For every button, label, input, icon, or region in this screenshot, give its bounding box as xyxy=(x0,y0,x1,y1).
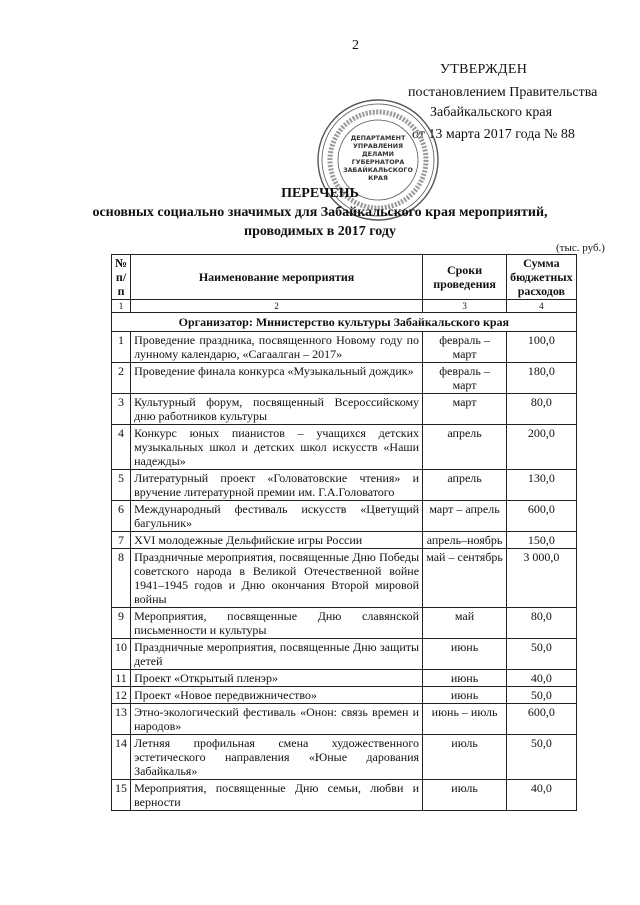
approval-line-2: Забайкальского края xyxy=(430,105,553,120)
events-table xyxy=(111,254,577,811)
event-name: Праздничные мероприятия, посвященные Дню Победы советского народа в Великой Отечественной войне 1941–1945 годов и Дню окончания Второй мировой войны xyxy=(131,549,423,608)
table-row xyxy=(112,501,577,532)
event-name: Летняя профильная смена художественного эстетического направления «Юные дарования Забайкалья» xyxy=(131,735,423,780)
event-sum: 50,0 xyxy=(507,639,577,670)
event-sum: 50,0 xyxy=(507,687,577,704)
section-row xyxy=(112,313,577,332)
table-row xyxy=(112,670,577,687)
index-cell: 2 xyxy=(131,300,423,313)
event-period: июнь – июль xyxy=(423,704,507,735)
table-row xyxy=(112,608,577,639)
event-name: Этно-экологический фестиваль «Онон: связь времен и народов» xyxy=(131,704,423,735)
event-period: май – сентябрь xyxy=(423,549,507,608)
header-sum: Сумма бюджетных расходов xyxy=(507,255,577,300)
event-name: XVI молодежные Дельфийские игры России xyxy=(131,532,423,549)
table-row xyxy=(112,687,577,704)
event-period: июнь xyxy=(423,639,507,670)
approval-line-3: от 13 марта 2017 года № 88 xyxy=(412,127,575,142)
event-period: июль xyxy=(423,780,507,811)
section-title: Организатор: Министерство культуры Забайкальского края xyxy=(112,313,577,332)
event-sum: 200,0 xyxy=(507,425,577,470)
index-cell: 3 xyxy=(423,300,507,313)
table-row xyxy=(112,425,577,470)
row-number: 5 xyxy=(112,470,131,501)
event-name: Проект «Открытый пленэр» xyxy=(131,670,423,687)
event-period: июнь xyxy=(423,670,507,687)
row-number: 12 xyxy=(112,687,131,704)
event-period: февраль – март xyxy=(423,332,507,363)
event-name: Литературный проект «Головатовские чтения» и вручение литературной премии им. Г.А.Головатого xyxy=(131,470,423,501)
table-header-row xyxy=(112,255,577,300)
table-row xyxy=(112,532,577,549)
event-period: июль xyxy=(423,735,507,780)
event-sum: 40,0 xyxy=(507,780,577,811)
row-number: 7 xyxy=(112,532,131,549)
approved-label: УТВЕРЖДЕН xyxy=(440,62,528,77)
event-name: Проведение праздника, посвященного Новому году по лунному календарю, «Сагаалган – 2017» xyxy=(131,332,423,363)
event-sum: 600,0 xyxy=(507,501,577,532)
row-number: 10 xyxy=(112,639,131,670)
event-name: Международный фестиваль искусств «Цветущий багульник» xyxy=(131,501,423,532)
event-name: Проведение финала конкурса «Музыкальный дождик» xyxy=(131,363,423,394)
event-name: Конкурс юных пианистов – учащихся детских музыкальных школ и детских школ искусств «Наши надежды» xyxy=(131,425,423,470)
event-period: март – апрель xyxy=(423,501,507,532)
table-row xyxy=(112,363,577,394)
event-sum: 50,0 xyxy=(507,735,577,780)
event-sum: 80,0 xyxy=(507,608,577,639)
event-period: июнь xyxy=(423,687,507,704)
units-note: (тыс. руб.) xyxy=(556,242,605,254)
table-row xyxy=(112,704,577,735)
table-row xyxy=(112,780,577,811)
row-number: 15 xyxy=(112,780,131,811)
row-number: 4 xyxy=(112,425,131,470)
event-sum: 100,0 xyxy=(507,332,577,363)
row-number: 11 xyxy=(112,670,131,687)
table-row xyxy=(112,394,577,425)
event-sum: 180,0 xyxy=(507,363,577,394)
event-sum: 130,0 xyxy=(507,470,577,501)
event-sum: 40,0 xyxy=(507,670,577,687)
row-number: 3 xyxy=(112,394,131,425)
column-index-row xyxy=(112,300,577,313)
event-name: Мероприятия, посвященные Дню славянской письменности и культуры xyxy=(131,608,423,639)
stamp-line-4: ГУБЕРНАТОРА xyxy=(351,158,405,166)
event-name: Мероприятия, посвященные Дню семьи, любви и верности xyxy=(131,780,423,811)
table-row xyxy=(112,470,577,501)
table-row xyxy=(112,639,577,670)
row-number: 2 xyxy=(112,363,131,394)
event-period: апрель xyxy=(423,425,507,470)
event-name: Проект «Новое передвижничество» xyxy=(131,687,423,704)
document-subtitle-line-1: основных социально значимых для Забайкальского края мероприятий, xyxy=(92,205,548,220)
row-number: 13 xyxy=(112,704,131,735)
document-subtitle-line-2: проводимых в 2017 году xyxy=(244,224,396,239)
index-cell: 1 xyxy=(112,300,131,313)
event-sum: 600,0 xyxy=(507,704,577,735)
row-number: 1 xyxy=(112,332,131,363)
event-name: Праздничные мероприятия, посвященные Дню защиты детей xyxy=(131,639,423,670)
event-sum: 150,0 xyxy=(507,532,577,549)
header-num: № п/п xyxy=(112,255,131,300)
stamp-line-2: УПРАВЛЕНИЯ xyxy=(352,142,404,150)
header-name: Наименование мероприятия xyxy=(131,255,423,300)
event-period: апрель xyxy=(423,470,507,501)
header-period: Сроки проведения xyxy=(423,255,507,300)
table-row xyxy=(112,735,577,780)
row-number: 8 xyxy=(112,549,131,608)
table-row xyxy=(112,332,577,363)
stamp-line-3: ДЕЛАМИ xyxy=(361,150,395,158)
stamp-line-6: КРАЯ xyxy=(368,174,388,182)
event-name: Культурный форум, посвященный Всероссийскому дню работников культуры xyxy=(131,394,423,425)
event-period: апрель–ноябрь xyxy=(423,532,507,549)
document-title: ПЕРЕЧЕНЬ xyxy=(281,186,359,201)
row-number: 6 xyxy=(112,501,131,532)
event-sum: 80,0 xyxy=(507,394,577,425)
event-period: март xyxy=(423,394,507,425)
stamp-line-5: ЗАБАЙКАЛЬСКОГО xyxy=(343,166,413,174)
event-period: май xyxy=(423,608,507,639)
stamp-line-1: ДЕПАРТАМЕНТ xyxy=(350,134,406,142)
official-stamp-seal xyxy=(316,98,440,222)
event-sum: 3 000,0 xyxy=(507,549,577,608)
approval-line-1: постановлением Правительства xyxy=(408,85,598,100)
row-number: 9 xyxy=(112,608,131,639)
index-cell: 4 xyxy=(507,300,577,313)
row-number: 14 xyxy=(112,735,131,780)
page-number: 2 xyxy=(352,38,359,53)
table-row xyxy=(112,549,577,608)
event-period: февраль – март xyxy=(423,363,507,394)
